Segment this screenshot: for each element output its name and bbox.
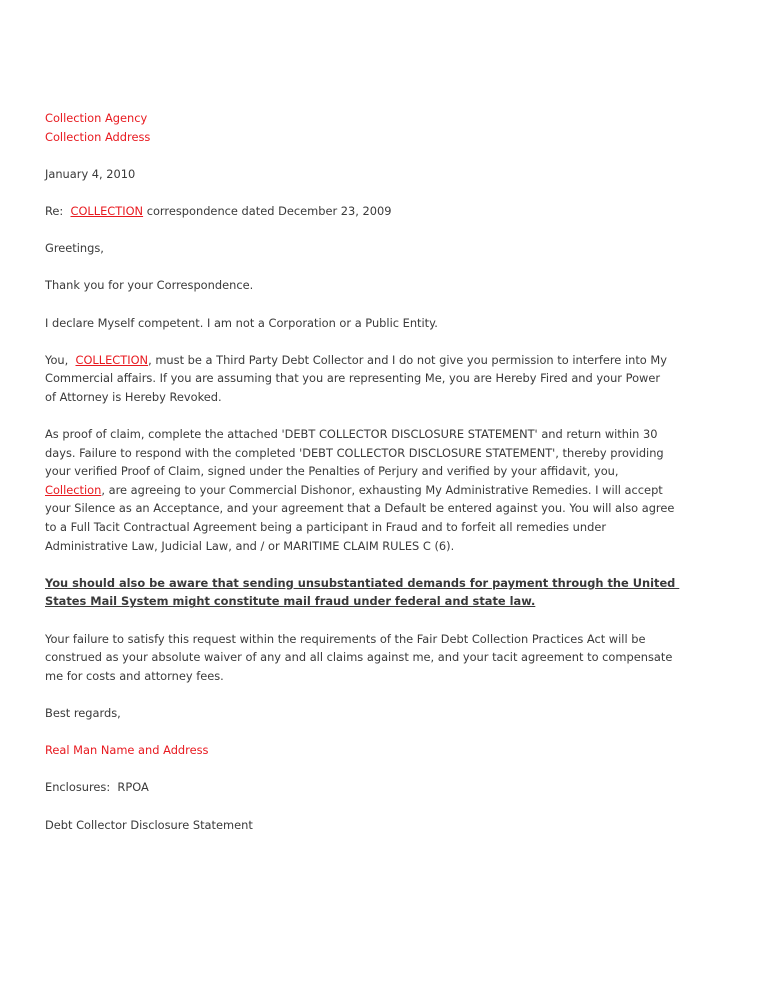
enclosures: Enclosures: RPOA [45,780,149,795]
letter-date: January 4, 2010 [45,166,136,181]
third-party-line-1-rest: , must be a Third Party Debt Collector and I do not give you permission to interfere into My [148,352,667,367]
third-party-prefix: You, [45,352,72,367]
warning-paragraph [45,574,708,611]
proof-line-3: your verified Proof of Claim, signed under the Penalties of Perjury and verified by your affidavit, you, [45,464,619,479]
proof-line-4-rest: , are agreeing to your Commercial Dishonor, exhausting My Administrative Remedies. I will accept [101,482,663,497]
proof-highlight: Collection [45,482,102,497]
paragraph-third-party [45,351,708,407]
fdcpa-line-2: construed as your absolute waiver of any and all claims against me, and your tacit agreement to compensate [45,650,673,665]
greeting: Greetings, [45,241,104,256]
proof-line-5: your Silence as an Acceptance, and your agreement that a Default be entered against you. You will also agree [45,501,675,516]
proof-line-4 [45,481,708,500]
enclosure-statement: Debt Collector Disclosure Statement [45,817,253,832]
fdcpa-line-1: Your failure to satisfy this request within the requirements of the Fair Debt Collection Practices Act will be [45,631,646,646]
paragraph-proof-of-claim [45,425,708,555]
third-party-line-3: of Attorney is Hereby Revoked. [45,389,222,404]
third-party-line-2: Commercial affairs. If you are assuming that you are representing Me, you are Hereby Fired and your Power [45,371,661,386]
proof-line-1: As proof of claim, complete the attached 'DEBT COLLECTOR DISCLOSURE STATEMENT' and return within 30 [45,427,658,442]
proof-line-2: days. Failure to respond with the completed 'DEBT COLLECTOR DISCLOSURE STATEMENT', thereby providing [45,445,664,460]
re-line [45,202,708,221]
re-rest: correspondence dated December 23, 2009 [143,203,392,218]
signature: Real Man Name and Address [45,743,209,758]
paragraph-thanks: Thank you for your Correspondence. [45,278,254,293]
warning-line-1: You should also be aware that sending unsubstantiated demands for payment through the United [45,575,680,590]
sender-name: Collection Agency [45,111,148,125]
re-highlight: COLLECTION [70,203,144,218]
sender-address: Collection Address [45,129,151,144]
third-party-line-1 [45,351,708,370]
paragraph-declaration: I declare Myself competent. I am not a Corporation or a Public Entity. [45,315,438,330]
proof-line-6: to a Full Tacit Contractual Agreement being a participant in Fraud and to forfeit all remedies under [45,520,607,535]
third-party-highlight: COLLECTION [75,352,149,367]
closing: Best regards, [45,706,121,720]
fdcpa-line-3: me for costs and attorney fees. [45,668,224,683]
warning-line-2: States Mail System might constitute mail fraud under federal and state law. [45,594,536,609]
paragraph-fdcpa [45,630,708,686]
re-prefix: Re: [45,203,64,218]
proof-line-7: Administrative Law, Judicial Law, and / or MARITIME CLAIM RULES C (6). [45,538,455,553]
